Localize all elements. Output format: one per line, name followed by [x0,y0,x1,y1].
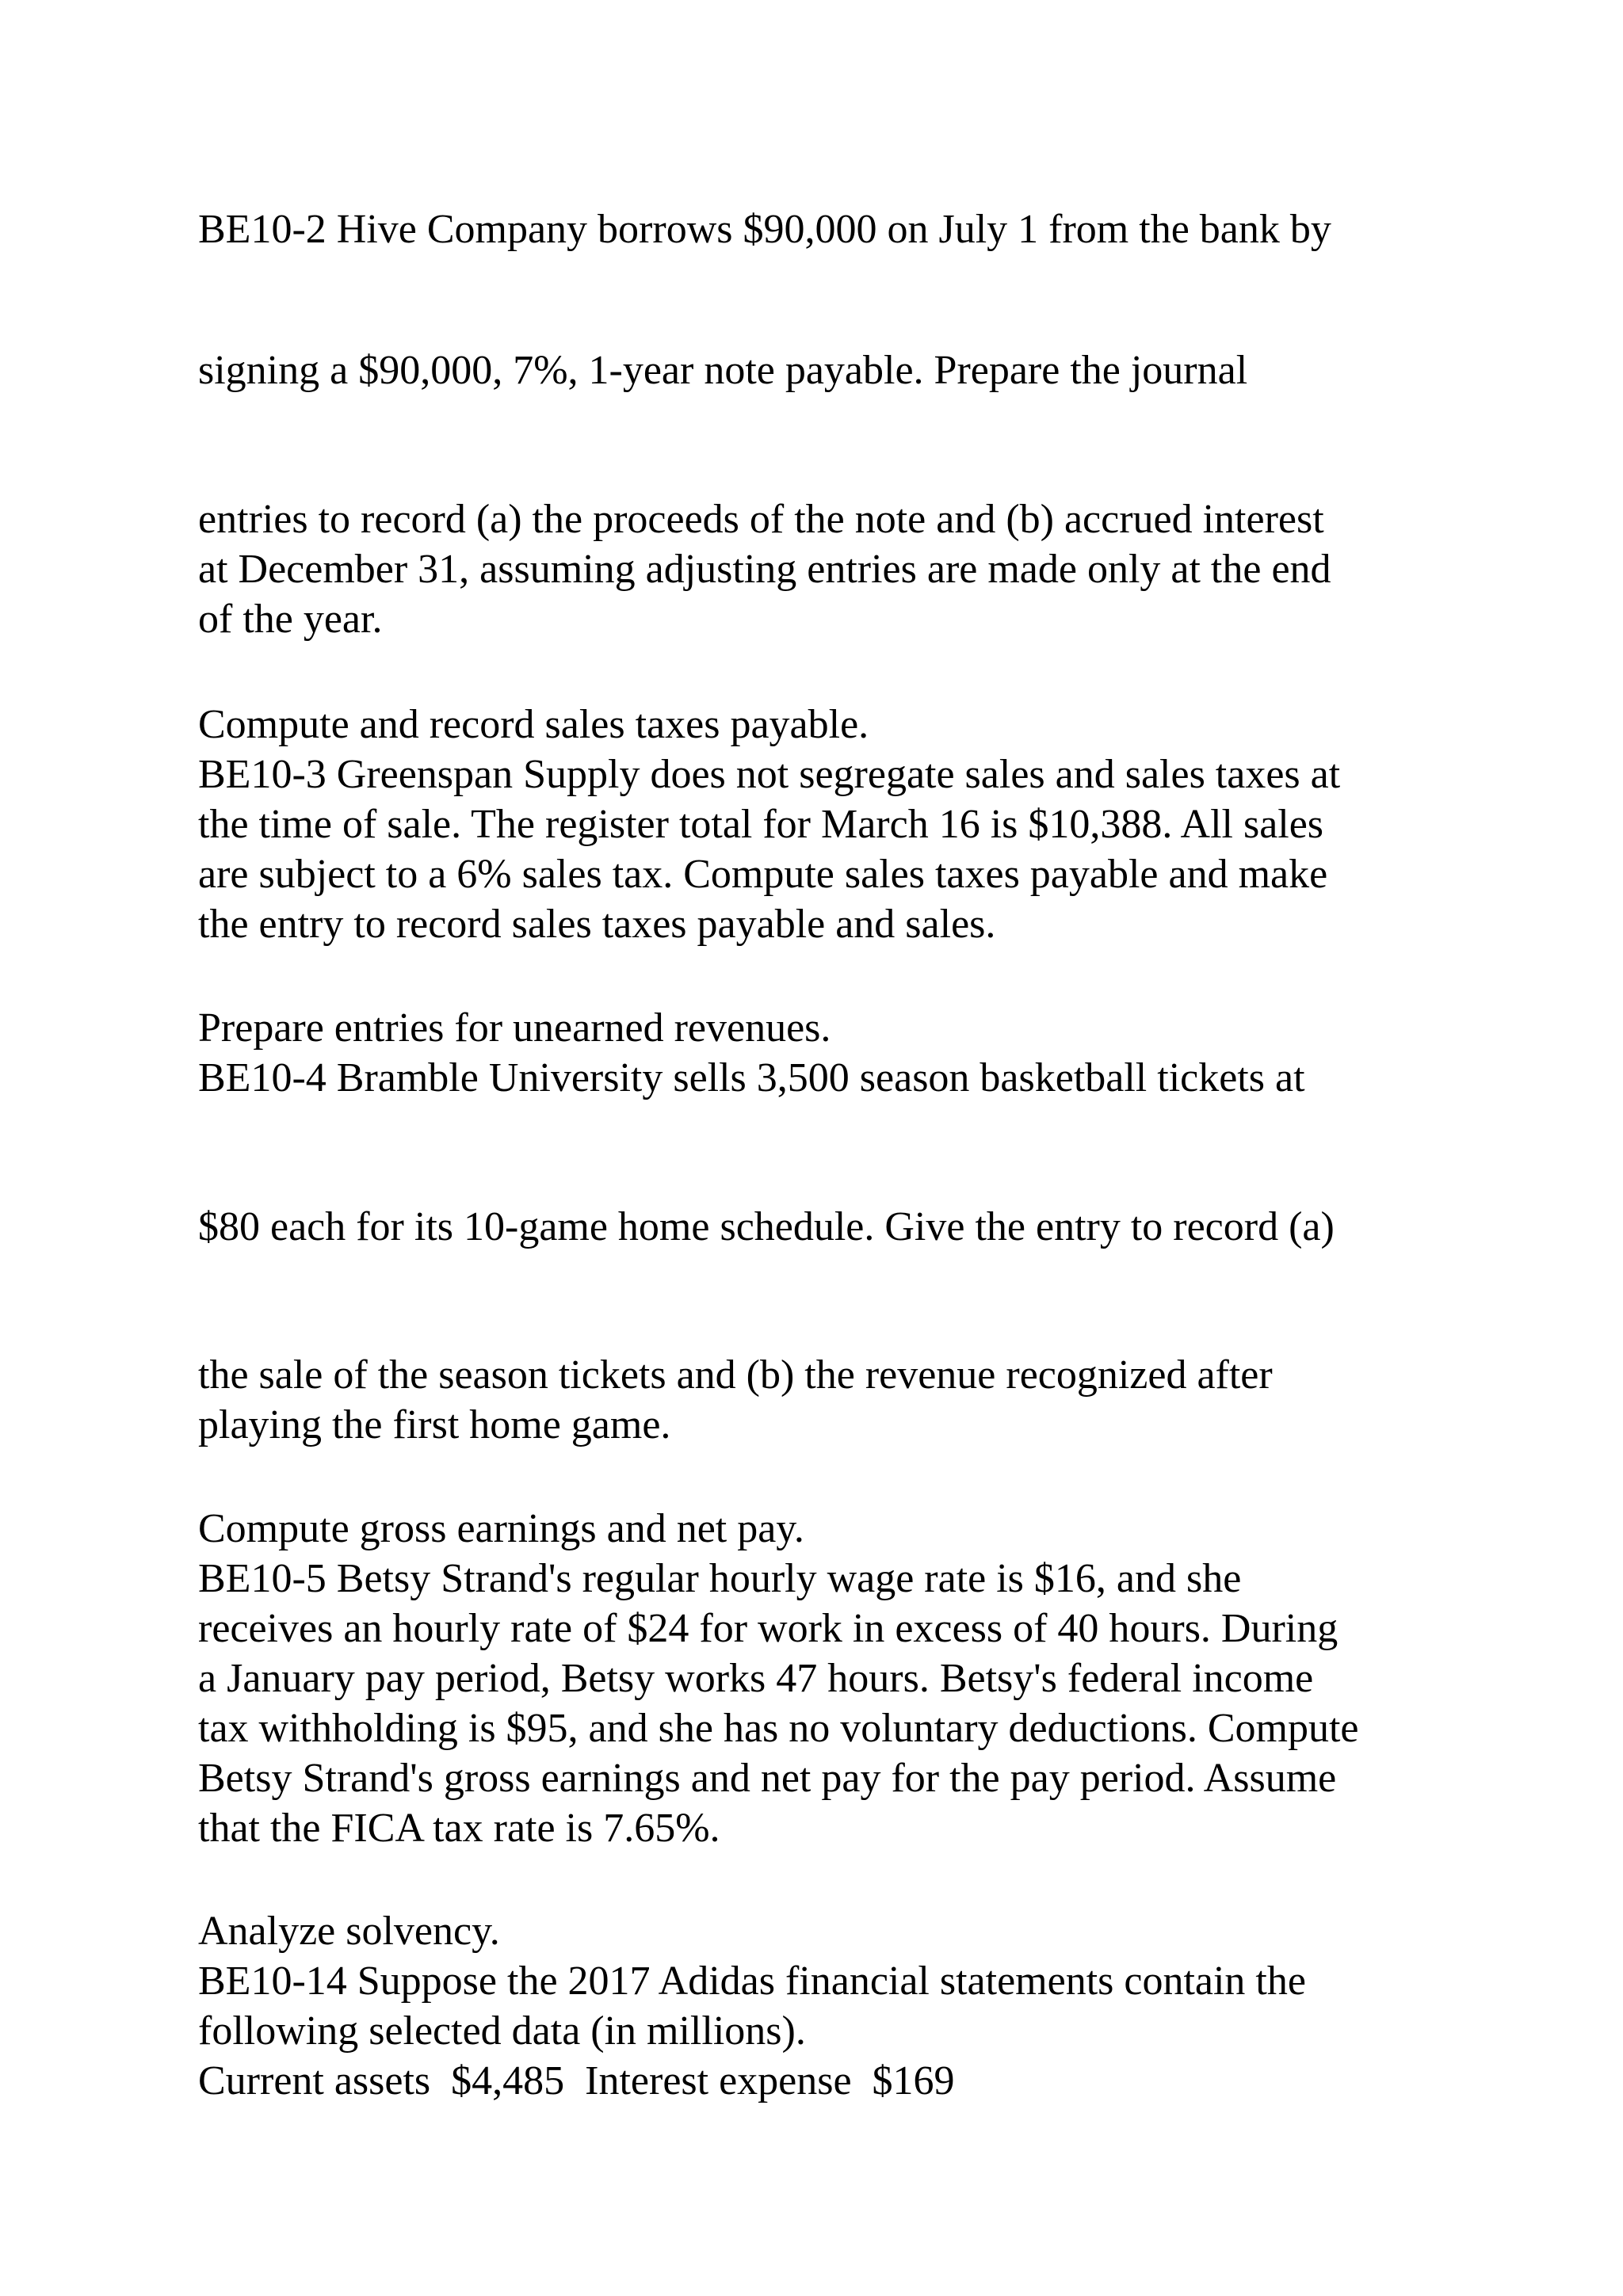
text-line: the time of sale. The register total for March 16 is $10,388. All sales [198,802,1324,847]
text-line: BE10-5 Betsy Strand's regular hourly wage rate is $16, and she [198,1556,1242,1601]
text-line: that the FICA tax rate is 7.65%. [198,1806,720,1851]
text-line: are subject to a 6% sales tax. Compute sales taxes payable and make [198,852,1328,897]
text-line: Betsy Strand's gross earnings and net pay for the pay period. Assume [198,1756,1337,1801]
text-line: at December 31, assuming adjusting entries are made only at the end [198,547,1331,592]
text-line: receives an hourly rate of $24 for work in excess of 40 hours. During [198,1606,1338,1651]
text-line: Current assets $4,485 Interest expense $169 [198,2058,955,2103]
text-line: the sale of the season tickets and (b) the revenue recognized after [198,1352,1273,1398]
text-line: a January pay period, Betsy works 47 hours. Betsy's federal income [198,1656,1314,1701]
text-line: Compute and record sales taxes payable. [198,702,869,747]
text-line: of the year. [198,597,383,642]
text-line: playing the first home game. [198,1402,671,1447]
text-line: Compute gross earnings and net pay. [198,1506,804,1551]
text-line: BE10-3 Greenspan Supply does not segregate sales and sales taxes at [198,752,1341,797]
text-line: following selected data (in millions). [198,2008,806,2054]
text-line: BE10-14 Suppose the 2017 Adidas financial statements contain the [198,1958,1306,2004]
text-line: BE10-4 Bramble University sells 3,500 season basketball tickets at [198,1055,1305,1100]
text-line: signing a $90,000, 7%, 1-year note payable. Prepare the journal [198,348,1248,393]
text-line: Prepare entries for unearned revenues. [198,1005,831,1051]
text-line: Analyze solvency. [198,1909,500,1954]
text-line: BE10-2 Hive Company borrows $90,000 on July 1 from the bank by [198,207,1331,252]
text-line: $80 each for its 10-game home schedule. Give the entry to record (a) [198,1204,1335,1249]
text-line: the entry to record sales taxes payable and sales. [198,902,996,947]
text-line: tax withholding is $95, and she has no voluntary deductions. Compute [198,1706,1359,1751]
text-line: entries to record (a) the proceeds of the note and (b) accrued interest [198,497,1324,542]
